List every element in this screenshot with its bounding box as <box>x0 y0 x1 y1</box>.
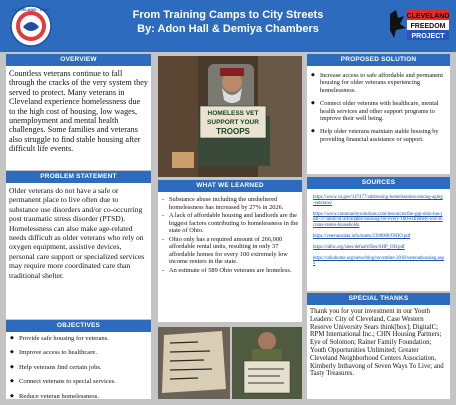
special-thanks-panel <box>307 305 450 399</box>
problem-statement-panel <box>6 183 151 319</box>
svg-text:PROJECT: PROJECT <box>411 33 445 40</box>
svg-text:CLEVELAND: CLEVELAND <box>406 13 450 20</box>
overview-text: Countless veterans continue to fall through the cracks of the very system they served to protect. Many veterans in Cleveland experience homelessness due to the high cost of housing, low wages, unemployment and mental health challenges. Some families and veterans also struggle to find stable housing after difficult life events. <box>9 69 148 154</box>
solution-item: ◆ Help older veterans maintain stable housing by providing financial assistance or support. <box>311 128 446 143</box>
source-link[interactable]: https://nlihc.org/sites/default/files/SHP_OH.pdf <box>313 244 405 250</box>
sign-line-1: HOMELESS VET <box>207 110 259 117</box>
eagle-icon <box>390 10 406 38</box>
overview-panel <box>6 66 151 170</box>
svg-text:FREEDOM: FREEDOM <box>410 23 446 30</box>
objective-item: ◆ Connect veterans to special services. <box>10 378 147 385</box>
cardboard-sign-photo <box>158 327 230 399</box>
learned-list <box>161 196 299 274</box>
overview-heading: OVERVIEW <box>6 54 151 66</box>
objective-item: ◆ Provide safe housing for veterans. <box>10 335 147 342</box>
learned-item: - An estimate of 589 Ohio veterans are homeless. <box>161 267 299 275</box>
learned-item: - Ohio only has a required amount of 266,000 affordable rental units, resulting in only 37 affordable homes for every 100 extremely low income renters in the state. <box>161 236 299 266</box>
objective-item: ◆ Improve access to healthcare. <box>10 349 147 356</box>
homeless-vet-photo <box>158 56 302 177</box>
homeless-vet-illustration <box>158 56 302 177</box>
problem-statement-heading: PROBLEM STATEMENT <box>6 171 151 183</box>
source-link[interactable]: https://www.va.gov/147477/addressing-homelessness-among-aging-veterans/ <box>313 195 443 206</box>
poster-title <box>70 8 386 36</box>
seal-lettering: CLEVELAND · OHIO <box>11 7 51 12</box>
proposed-solution-heading: PROPOSED SOLUTION <box>307 54 450 66</box>
sign-line-2: SUPPORT YOUR <box>207 119 259 126</box>
problem-statement-text: Older veterans do not have a safe or permanent place to live often due to substance use disorders and/or co-occurring post traumatic stress disorder (PTSD). Homelessness can also make age-related needs difficult as older veterans who rely on oxygen equipment, assistive devices, personal care support or specialized services may require more coordinated care than traditional shelter. <box>9 186 145 280</box>
sign-line-3: TROOPS <box>216 127 250 136</box>
special-thanks-heading: SPECIAL THANKS <box>307 293 450 305</box>
cleveland-freedom-project-logo <box>388 8 450 44</box>
what-we-learned-panel <box>158 192 302 322</box>
title-line-2: By: Adon Hall & Demiya Chambers <box>137 23 319 35</box>
proposed-solution-panel <box>307 66 450 174</box>
sources-panel <box>307 189 450 291</box>
cardboard-sign-illustration <box>158 327 230 399</box>
source-link[interactable]: https://veteransdata.info/states/2390000/OHIO.pdf <box>313 233 411 239</box>
special-thanks-text: Thank you for your investment in our Youth Leaders: City of Cleveland, Case Western Reserve University Sears think[box]; DigitalC; RPM International Inc.; CHN Housing Partners; Eye of Solomon; Rainer Family Foundation; Youth Opportunities Unlimited; Greater Cleveland Neighborhood Centers Association, Kimberly Inthavong of Seven Ways To Live; and Tasty Treasures. <box>310 308 444 378</box>
objective-item: ◆ Reduce veteran homelessness. <box>10 393 147 400</box>
objectives-list <box>10 335 147 400</box>
objectives-panel <box>6 332 151 399</box>
learned-item: - Substance abuse including the unsheltered homelessness has increased by 27% in 2026. <box>161 196 299 211</box>
source-link[interactable]: https://ohiohome.org/news/blog/november-2018/veteranhousing.aspx <box>313 255 444 267</box>
city-of-cleveland-seal-icon <box>10 5 52 47</box>
title-line-1: From Training Camps to City Streets <box>132 9 324 21</box>
objectives-heading: OBJECTIVES <box>6 320 151 332</box>
soldier-sign-photo <box>232 327 302 399</box>
objective-item: ◆ Help veterans find certain jobs. <box>10 364 147 371</box>
solution-list <box>311 72 446 143</box>
sources-heading: SOURCES <box>307 177 450 189</box>
soldier-sign-illustration <box>232 327 302 399</box>
poster-header <box>0 0 456 52</box>
solution-item: ◆ Increase access to safe affordable and permanent housing for older veterans experiencing homelessness. <box>311 72 446 94</box>
solution-item: ◆ Connect older veterans with healthcare, mental health services and other support programs to improve their well being. <box>311 100 446 122</box>
learned-item: - A lack of affordable housing and landlords are the biggest factors contributing to homelessness in the state of Ohio. <box>161 212 299 235</box>
what-we-learned-heading: WHAT WE LEARNED <box>158 180 302 192</box>
source-link[interactable]: https://www.communitysolutions.com/resources/the-gap-ohio-has-just-37-units-of-affordable-housing-for-every-100-extremely-low-income-renter-households <box>313 211 443 229</box>
